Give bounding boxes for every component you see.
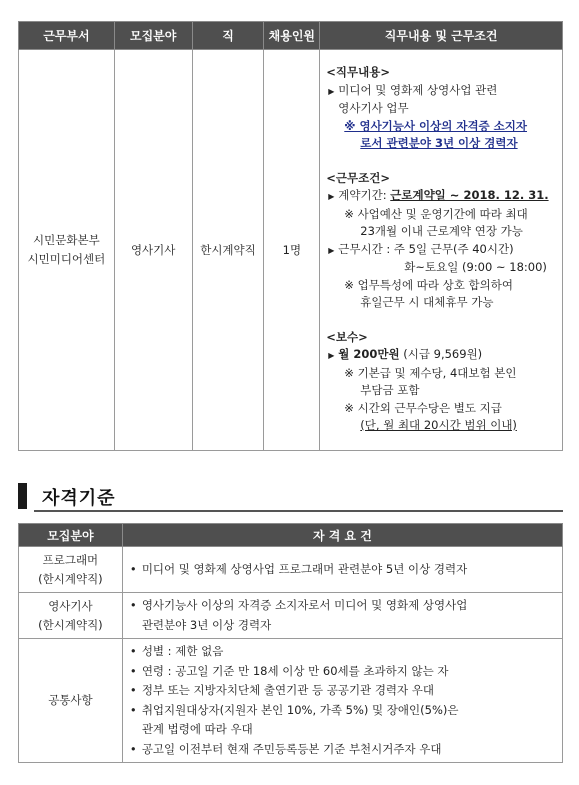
qual-req-projectionist (122, 593, 562, 639)
dot-bullet-icon: • (129, 741, 137, 756)
pay-main (326, 346, 558, 365)
list-item (130, 681, 562, 701)
list-item-text: 정부 또는 지방자치단체 출연기관 등 공공기관 경력자 우대 (141, 683, 435, 697)
department-line1: 시민문화본부 (33, 233, 100, 247)
duty-title: <직무내용> (326, 65, 390, 79)
qualification-table (18, 523, 563, 763)
dot-bullet-icon: • (129, 702, 137, 717)
department-line2: 시민미디어센터 (27, 252, 106, 266)
qual-field-programmer-1: 프로그래머 (42, 552, 99, 567)
qual-row-projectionist (19, 593, 563, 639)
duty-note2: 로서 관련분야 3년 이상 경력자 (360, 136, 518, 150)
field-cell: 영사기사 (114, 50, 192, 451)
duty-cell (320, 50, 563, 451)
qual-field-projectionist-2: (한시계약직) (38, 617, 103, 632)
cond-note1b: 23개월 이내 근로계약 연장 가능 (360, 224, 523, 238)
cond-hours-b: 화~토요일 (9:00 ~ 18:00) (404, 260, 547, 274)
recruitment-table (18, 21, 563, 451)
list-item-text: 영사기능사 이상의 자격증 소지자로서 미디어 및 영화제 상영사업 (141, 598, 468, 612)
qual-req-common (122, 639, 562, 763)
pay-note1b: 부담금 포함 (360, 383, 420, 397)
heading-underline (34, 510, 563, 512)
triangle-bullet-icon: ▶ (328, 86, 335, 96)
list-item-text: 공고일 이전부터 현재 주민등록등본 기준 부천시거주자 우대 (141, 741, 442, 756)
pay-main-bold: 월 200만원 (338, 347, 400, 361)
dot-bullet-icon: • (129, 598, 137, 612)
qual-field-programmer-2: (한시계약직) (38, 571, 103, 586)
headcount-cell: 1명 (264, 50, 320, 451)
qual-req-programmer (122, 547, 562, 593)
list-item-text: 성별 : 제한 없음 (141, 644, 224, 658)
duty-note1: ※ 영사기능사 이상의 자격증 소지자 (344, 118, 528, 133)
triangle-bullet-icon: ▶ (328, 245, 335, 255)
pay-note1a: ※ 기본급 및 제수당, 4대보험 본인 (344, 365, 517, 380)
list-item (130, 642, 562, 662)
department-cell (19, 50, 115, 451)
qual-field-programmer (19, 547, 123, 593)
position-cell: 한시계약직 (192, 50, 264, 451)
cond-note2b: 휴일근무 시 대체휴무 가능 (360, 295, 494, 309)
header-position: 직 (192, 22, 264, 50)
duty-line1 (326, 82, 558, 101)
list-item (130, 596, 562, 616)
section-heading-text: 자격기준 (42, 488, 116, 509)
pay-note2b: (단, 월 최대 20시간 범위 이내) (360, 418, 517, 432)
recruitment-row (19, 50, 563, 451)
duty-line1-text: 미디어 및 영화제 상영사업 관련 (338, 82, 498, 97)
list-item (130, 701, 562, 721)
qualification-heading (18, 482, 563, 512)
cond-note1a: ※ 사업예산 및 운영기간에 따라 최대 (344, 206, 528, 221)
qualification-header-row (19, 524, 563, 547)
qual-field-common: 공통사항 (19, 639, 123, 763)
recruitment-header-row (19, 22, 563, 50)
pay-note2a: ※ 시간외 근무수당은 별도 지급 (344, 400, 502, 415)
list-item-text: 미디어 및 영화제 상영사업 프로그래머 관련분야 5년 이상 경력자 (141, 561, 468, 576)
qual-row-common (19, 639, 563, 763)
list-item-text: 취업지원대상자(지원자 본인 10%, 가족 5%) 및 장애인(5%)은 (141, 702, 459, 717)
list-item-continued: 관계 법령에 따라 우대 (141, 722, 253, 736)
qual-field-projectionist (19, 593, 123, 639)
triangle-bullet-icon: ▶ (328, 351, 335, 360)
header-field: 모집분야 (114, 22, 192, 50)
list-item-continued: 관련분야 3년 이상 경력자 (141, 617, 272, 632)
cond-hours-text: 근무시간 : 주 5일 근무(주 40시간) (338, 241, 514, 256)
qual-header-req: 자 격 요 건 (122, 524, 562, 547)
cond-period-label: 계약기간: (338, 188, 391, 202)
dot-bullet-icon: • (129, 644, 137, 658)
dot-bullet-icon: • (129, 683, 137, 697)
pay-main-rest: (시급 9,569원) (399, 347, 483, 361)
heading-bar (18, 483, 27, 509)
duty-line2: 영사기사 업무 (338, 101, 409, 115)
qual-field-projectionist-1: 영사기사 (48, 598, 93, 613)
qual-row-programmer (19, 547, 563, 593)
pay-title: <보수> (326, 329, 368, 344)
list-item (130, 662, 562, 682)
dot-bullet-icon: • (129, 561, 137, 576)
header-department: 근무부서 (19, 22, 115, 50)
cond-period-value: 근로계약일 ~ 2018. 12. 31. (390, 188, 549, 202)
cond-hours (326, 241, 558, 260)
cond-note2a: ※ 업무특성에 따라 상호 합의하여 (344, 277, 513, 292)
dot-bullet-icon: • (129, 663, 137, 678)
header-duty: 직무내용 및 근무조건 (320, 22, 563, 50)
list-item-text: 연령 : 공고일 기준 만 18세 이상 만 60세를 초과하지 않는 자 (141, 663, 449, 678)
header-headcount: 채용인원 (264, 22, 320, 50)
triangle-bullet-icon: ▶ (328, 192, 335, 201)
qual-header-field: 모집분야 (19, 524, 123, 547)
cond-period (326, 187, 558, 206)
list-item (130, 740, 562, 760)
list-item (130, 560, 562, 580)
cond-title: <근무조건> (326, 170, 390, 185)
